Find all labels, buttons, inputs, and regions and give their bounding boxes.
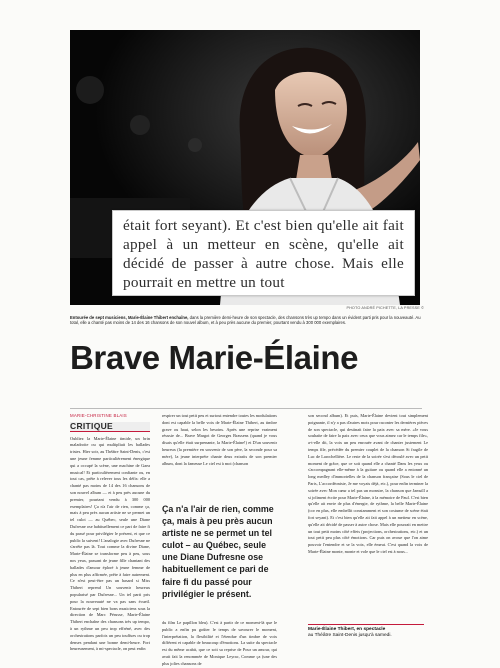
newspaper-page [70, 30, 436, 666]
column-1-text: Oubliez la Marie-Élaine timide, un brin maladroite ou qui multipliait les ballades tristes. Hier soir, au Théâtre Saint-Denis, c'est une jeune femme particulièrement énergique qui a occupé la scène, une machine de Gaea musical! Et particulièrement confiante ou, en tout cas, prête à relever tous les défis: elle a chanté pas moins de 14 des 16 chansons de son nouvel album — et à peu près aucune du premier, pourtant vendu à 300 000 exemplaires! Ça n'a l'air de rien, comme ça, mais à peu près aucun artiste ne se permet un tel culot — au Québec, seule une Diane Dufresne ose habituellement ce pari de faire fi du passé pour privilégier le présent, et que ce public la suivent! L'analogie avec Dufresne ne s'arrête pas là. Tout comme la divine Diane, Marie-Élaine se transforme peu à peu, sous nos yeux, passant de jeune fille chantant des ballades d'amour éploré à jeune femme de plus en plus affirmée, prête à faire autrement. Ce n'est peut-être pas un hasard si Miss Thibert reprend Un souvenir heureux popularisé par Dufresne... Un tel parti pris pour la nouveauté ne va pas sans écueil. Entourée de sept bien bons musiciens sous la direction de Marc Pérusse, Marie-Élaine Thibert enchaîne des chansons très up tempo, à un rythme un peu trop effréné, avec des orchestrations parfois un peu touffues ou trop denses pendant une bonne demi-heure. Fort heureusement, à mi-spectacle, on peut enfin [70, 435, 150, 652]
photo-caption [70, 315, 422, 326]
show-info-title: Marie-Élaine Thibert, en spectacle [308, 627, 386, 632]
caption-lead: Entourée de sept musiciens, Marie-Élaine Thibert enchaîne, [70, 315, 189, 320]
section-label: CRITIQUE [70, 422, 150, 432]
column-2-text: respirer un tout petit peu et surtout entendre toutes les modulations dont est capable la belle voix de Marie-Élaine Thibert, au timbre grave ou haut, selon les besoins. Après une reprise vraiment réussie de... Brave Margot de Georges Brassens (quand je vous disais qu'elle était surprenante, la Marie-Élaine!) et D'un souvenir heureux (la première en souvenir de son père, la seconde pour sa mère), la jeune interprète chante deux extraits de son premier album, dont la fameuse Le ciel est à moi (chanson [162, 413, 277, 466]
article-column-2 [162, 413, 277, 467]
headline: Brave Marie-Élaine [70, 339, 359, 376]
pull-quote: Ça n'a l'air de rien, comme ça, mais à peu près aucun artiste ne se permet un tel culot – au Québec, seule une Diane Dufresne ose habituellement ce pari de faire fi du passé pour privilégier le présent. [162, 504, 274, 599]
caption-text: dans la première demi-heure de son spectacle, des chansons très up tempo dans un évident parti pris pour la nouveauté. Au total, elle a chanté pas moins de 14 des 16 chansons de son nouvel album, et à peu près aucune du premier, pourtant vendu à 300 000 exemplaires. [70, 315, 421, 326]
show-info-box [308, 624, 424, 639]
headline-rule [70, 408, 422, 409]
article-column-3 [308, 413, 428, 556]
byline: MARIE-CHRISTINE BLAIS [70, 413, 127, 418]
column-2-continued: du film Le papillon bleu). C'est à partir de ce moment-là que le public a enfin pu goûter le temps de savourer le moment, l'interprétation, la flexibilité et l'étendue d'un timbre de voix différent et capable de beaucoup d'émotions. La suite du spectacle est du même acabit, que ce soit sa reprise de Pour un amour, qui avait fait la renommée de Monique Leyrac, Comme ça (une des plus jolies chansons de [162, 620, 277, 666]
photo-credit: PHOTO ANDRÉ PICHETTE, LA PRESSE © [346, 306, 424, 310]
article-column-1 [70, 413, 150, 653]
column-3-text: son second album). Et puis, Marie-Élaine devient tout simplement poignante, il n'y a pas d'autres mots pour raconter les dernières pièces de son spectacle, qui destinait faire la paix avec sa mère. «Je vous souhaite de faire la paix avec ceux que vous aimez car le temps file», a-t-elle dit, la voix un peu enrouée avant de chanter justement Le temps file, précédée du premier couplet de la chanson Si fragile de Luc de Larochellière. Le reste de la soirée s'est déroulé avec un petit moment de grâce, que ce soit quand elle a chanté Dans les yeux ou s'accompagnant elle-même à la guitare ou quand elle a entonné un long medley d'immortelles de la chanson française (Sous le ciel de Paris, L'accordéoniste, Je me voyais déjà, etc.), pour enfin terminer la soirée avec Mon cœur a tel pas un monstre, la chanson que Jamsill a si joliment écrite pour Marie-Élaine, à la mémoire de Paul. C'est bien qu'elle ait envie de plus d'énergie, de rythme, la belle Marie-Élaine (cor en plus, elle embellit constamment et son costume de scène était fort seyant). Et c'est bien qu'elle ait fait appel à un metteur en scène, qu'elle ait décidé de passer à autre chose. Mais elle pourrait en mettre un tout petit moins côté effets (projections, orchestrations, etc.) et un tout petit peu plus côté émotions. Car puis on avoue que l'on aime pouvoir l'entendre et se la voix, elle émeut. C'est quand la voix de Marie-Élaine monte, monte et vole que le ciel est à nous... [308, 413, 428, 554]
show-info-text: au Théâtre Saint-Denis jusqu'à samedi. [308, 633, 392, 639]
magnified-text-overlay: était fort seyant). Et c'est bien qu'elle ait fait appel à un metteur en scène, qu'elle ait décidé de passer à autre chose. Mais elle pourrait en mettre un tout [112, 210, 415, 296]
